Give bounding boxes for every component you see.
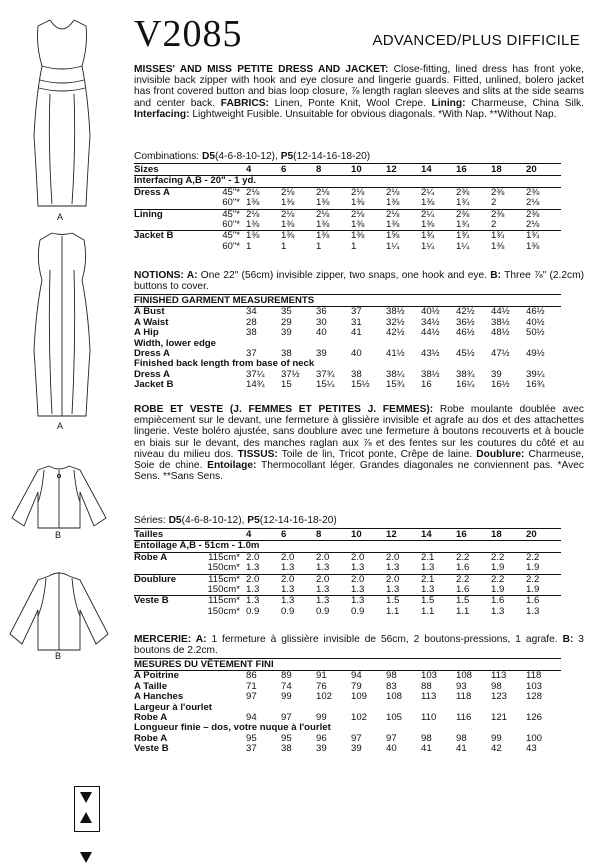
measurement-row: Robe A 95 95 96 97 97 98 98 99 100 — [134, 732, 543, 744]
interfacing-label: Interfacing: — [134, 108, 190, 120]
lining-label: Lining: — [431, 97, 466, 109]
mercerie-text: MERCERIE: A: 1 fermeture à glissière invisible de 56cm, 2 boutons-pressions, 1 agrafe. B: 3 boutons de 2.2cm. — [134, 634, 584, 657]
dress-back-illustration — [22, 230, 102, 420]
down-arrow-icon — [80, 852, 92, 863]
measurement-row: A Bust 34 35 36 37 38½ 40½ 42½ 44½ 46½ — [134, 306, 545, 318]
series-line: Séries: D5(4-6-8-10-12), P5(12-14-16-18-20) — [134, 515, 337, 526]
up-arrow-icon — [80, 812, 92, 823]
measurement-row: A Waist 28 29 30 31 32½ 34½ 36½ 38½ 40½ — [134, 316, 545, 328]
interfacing-text: Lightweight Fusible. Unsuitable for obvious diagonals. *With Nap. **Without Nap. — [192, 108, 557, 120]
measurement-row: A Hanches 97 99 102 109 108 113 118 123 128 — [134, 691, 543, 703]
measurement-row: Veste B 37 38 39 39 40 41 41 42 43 — [134, 743, 537, 755]
length-subheader: Finished back length from base of neck — [134, 358, 315, 370]
combinations-line: Combinations: D5(4-6-8-10-12), P5(12-14-16-18-20) — [134, 151, 371, 162]
finished-measurements-header: FINISHED GARMENT MEASUREMENTS — [134, 295, 561, 307]
notions-text: NOTIONS: A: One 22" (56cm) invisible zipper, two snaps, one hook and eye. B: Three ⅞" (2.2cm) buttons to cover. — [134, 270, 584, 293]
yardage-row: 60"* 1⅜ 1⅜ 1⅜ 1⅜ 1⅜ 1⅜ 1¾ 2 2⅛ — [222, 219, 540, 231]
measurement-row: Dress A 37 38 39 40 41½ 43½ 45½ 47½ 49½ — [134, 348, 545, 360]
yardage-row: Robe A 115cm* 2.0 2.0 2.0 2.0 2.0 2.1 2.2 2.2 2.2 — [134, 552, 561, 563]
down-arrow-icon — [80, 792, 92, 803]
dress-front-illustration — [22, 16, 102, 212]
yardage-row: Veste B 115cm* 1.3 1.3 1.3 1.3 1.5 1.5 1.5 1.6 1.6 — [134, 596, 561, 607]
length-subheader: Longueur finie – dos, votre nuque à l'ourlet — [134, 722, 331, 734]
yardage-row: 150cm* 0.9 0.9 0.9 0.9 1.1 1.1 1.1 1.3 1.3 — [207, 605, 540, 617]
yardage-row: 60"* 1 1 1 1 1¼ 1¼ 1¼ 1⅜ 1⅜ — [222, 240, 540, 252]
yardage-row: 150cm* 1.3 1.3 1.3 1.3 1.3 1.3 1.6 1.9 1.9 — [207, 584, 540, 596]
width-subheader: Largeur à l'ourlet — [134, 701, 212, 713]
entoilage-row: Entoilage A,B - 51cm - 1.0m — [134, 540, 260, 552]
description-text: Close-fitting, lined dress has front yoke, invisible back zipper with hook and eye closure and lingerie guards. Fitted, unlined, bolero jacket has front covered button and bias loop closure, ⅞ length raglan sleeves and slits at the side seams and center back. — [134, 64, 584, 109]
measurement-row: A Hip 38 39 40 41 42½ 44½ 46½ 48½ 50½ — [134, 327, 545, 339]
interfacing-row: Interfacing A,B - 20" - 1 yd. — [134, 175, 257, 187]
figure-label: A — [57, 421, 64, 431]
yardage-row: 150cm* 1.3 1.3 1.3 1.3 1.3 1.3 1.6 1.9 1.9 — [207, 562, 540, 574]
jacket-back-illustration — [4, 566, 114, 658]
width-subheader: Width, lower edge — [134, 337, 216, 349]
measurement-row: A Taille 71 74 76 79 83 88 93 98 103 — [134, 680, 543, 692]
tailles-header-row: Tailles 4 6 8 10 12 14 16 18 20 — [134, 529, 561, 541]
pattern-number: V2085 — [134, 13, 243, 55]
measurement-row: Robe A 94 97 99 102 105 110 116 121 126 — [134, 712, 543, 724]
figure-label: B — [55, 530, 62, 540]
yardage-row: Dress A 45"* 2⅛ 2⅛ 2⅛ 2⅛ 2⅛ 2¼ 2⅜ 2⅜ 2⅜ — [134, 187, 561, 198]
measurement-row: A Poitrine 86 89 91 94 98 103 108 113 118 — [134, 670, 542, 682]
title: MISSES' AND MISS PETITE DRESS AND JACKET: — [134, 64, 389, 75]
figure-label: B — [55, 651, 62, 661]
jacket-front-illustration — [4, 462, 114, 534]
yardage-row: Jacket B 45"* 1⅜ 1⅜ 1⅜ 1⅜ 1⅝ 1¾ 1¾ 1¾ 1¾ — [134, 231, 561, 242]
english-measurements-table — [134, 294, 561, 391]
french-description: ROBE ET VESTE (J. FEMMES ET PETITES J. FEMMES): Robe moulante doublée avec empiècement sur le devant, une fermeture à glissière invisible et agrafe au dos et des attachettes lingerie. Veste boléro ajustée, sans doublure avec une fermeture à boutons recouverts et à boucle en biais sur le devant, des manches raglan aux ⅞ et des fentes sur les coutures du côté et au niveau du milieu dos. TISSUS: Toile de lin, Tricot ponte, Crêpe de laine. Doublure: Charmeuse, Soie de chine. Entoilage: Thermocollant léger. Grandes diagonales ne conviennent pas. *Avec Sens. **Sans Sens. — [134, 404, 584, 483]
fabrics-label: FABRICS: — [220, 97, 269, 109]
yardage-row: Lining 45"* 2⅛ 2⅛ 2⅛ 2⅛ 2⅛ 2¼ 2⅜ 2⅜ 2⅜ — [134, 209, 561, 220]
french-yardage-table — [134, 528, 561, 617]
figure-label: A — [57, 212, 64, 222]
skill-level: ADVANCED/PLUS DIFFICILE — [372, 32, 580, 49]
english-yardage-table — [134, 163, 561, 252]
french-measurements-table — [134, 658, 561, 755]
illustrations-column — [0, 0, 125, 863]
english-description — [134, 64, 584, 120]
finished-measurements-header: MESURES DU VÊTEMENT FINI — [134, 659, 561, 671]
measurement-row: Jacket B 14¾ 15 15¼ 15½ 15¾ 16 16¼ 16½ 16¾ — [134, 379, 545, 391]
fabrics-text: Linen, Ponte Knit, Wool Crepe. — [274, 97, 426, 109]
lining-text: Charmeuse, China Silk. — [471, 97, 584, 109]
measurement-row: Dress A 37¼ 37½ 37¾ 38 38¼ 38½ 38¾ 39 39¼ — [134, 368, 545, 380]
yardage-row: Doublure 115cm* 2.0 2.0 2.0 2.0 2.0 2.1 2.2 2.2 2.2 — [134, 574, 561, 585]
yardage-row: 60"* 1⅜ 1⅜ 1⅜ 1⅜ 1⅜ 1⅜ 1¾ 2 2⅛ — [222, 197, 540, 209]
sizes-header-row: Sizes 4 6 8 10 12 14 16 18 20 — [134, 164, 561, 176]
